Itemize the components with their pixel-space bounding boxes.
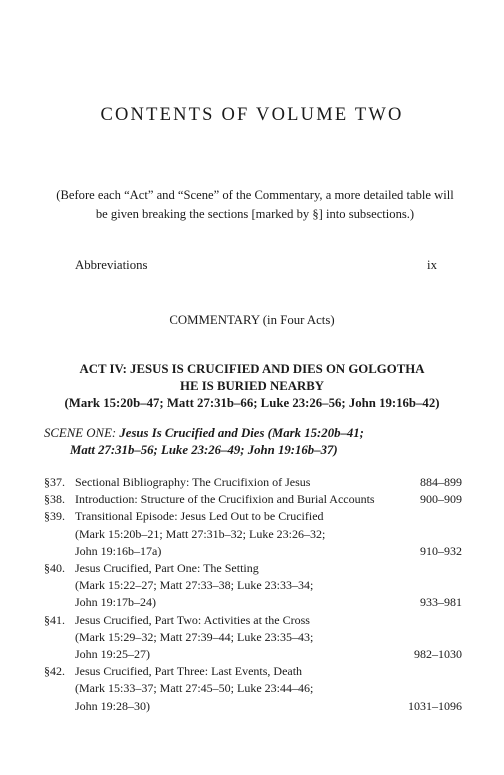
section-body: [75, 491, 462, 508]
abbreviations-label: Abbreviations: [75, 258, 148, 272]
act-heading-references: (Mark 15:20b–47; Matt 27:31b–66; Luke 23:26–56; John 19:16b–42): [64, 396, 440, 410]
section-pages: 900–909: [420, 492, 462, 507]
act-heading: [0, 361, 504, 412]
section-entry: [44, 663, 462, 715]
section-line: [75, 526, 462, 543]
section-references: (Mark 15:20b–21; Matt 27:31b–32; Luke 23:26–32;: [75, 526, 326, 541]
section-pages: 1031–1096: [408, 698, 462, 713]
page-title: CONTENTS OF VOLUME TWO: [100, 105, 404, 125]
section-number: §42.: [44, 664, 65, 679]
section-entry: [44, 491, 462, 508]
section-number: §39.: [44, 509, 65, 524]
scene-heading: [44, 425, 464, 459]
abbreviations-page: ix: [427, 258, 437, 272]
section-body: [75, 474, 462, 491]
section-line: [75, 698, 462, 715]
section-pages: 910–932: [420, 543, 462, 558]
section-references: John 19:16b–17a): [75, 543, 162, 558]
scene-title: Jesus Is Crucified and Dies (Mark 15:20b–41;: [119, 426, 364, 440]
section-title: Sectional Bibliography: The Crucifixion of Jesus: [75, 475, 311, 489]
section-line: [75, 560, 462, 577]
act-heading-line: HE IS BURIED NEARBY: [180, 379, 324, 393]
section-number: §40.: [44, 561, 65, 576]
section-list: [44, 474, 462, 715]
section-pages: 884–899: [420, 475, 462, 489]
act-heading-line: ACT IV: JESUS IS CRUCIFIED AND DIES ON GOLGOTHA: [79, 362, 425, 376]
section-references: (Mark 15:22–27; Matt 27:33–38; Luke 23:33–34;: [75, 578, 314, 593]
section-body: [75, 612, 462, 664]
section-line: [75, 629, 462, 646]
section-references: John 19:25–27): [75, 647, 150, 662]
intro-note-line: be given breaking the sections [marked by §] into subsections.): [95, 207, 415, 221]
section-line: [75, 612, 462, 629]
section-references: John 19:17b–24): [75, 595, 156, 610]
section-line: [75, 594, 462, 611]
section-entry: [44, 508, 462, 560]
section-entry: [44, 474, 462, 491]
section-line: [75, 663, 462, 680]
scene-heading-references: Matt 27:31b–56; Luke 23:26–49; John 19:16b–37): [70, 443, 338, 457]
section-pages: 982–1030: [414, 647, 462, 662]
section-line: [75, 474, 462, 491]
section-references: (Mark 15:33–37; Matt 27:45–50; Luke 23:44–46;: [75, 681, 314, 696]
section-line: [75, 646, 462, 663]
section-pages: 933–981: [420, 595, 462, 610]
section-body: [75, 508, 462, 560]
section-title: Introduction: Structure of the Crucifixion and Burial Accounts: [75, 492, 375, 507]
intro-note-line: (Before each “Act” and “Scene” of the Commentary, a more detailed table will: [56, 188, 454, 202]
abbreviations-entry: [75, 258, 437, 273]
section-line: [75, 577, 462, 594]
section-references: (Mark 15:29–32; Matt 27:39–44; Luke 23:35–43;: [75, 629, 314, 644]
scene-label: SCENE ONE:: [44, 426, 117, 440]
scene-heading-line: [44, 425, 464, 442]
section-line: [75, 680, 462, 697]
intro-note: [40, 186, 470, 224]
section-line: [75, 543, 462, 560]
section-number: §38.: [44, 492, 65, 507]
section-entry: [44, 560, 462, 612]
section-line: [75, 491, 462, 508]
section-number: §37.: [44, 475, 65, 489]
section-title: Jesus Crucified, Part One: The Setting: [75, 561, 259, 576]
section-references: John 19:28–30): [75, 698, 150, 713]
section-title: Transitional Episode: Jesus Led Out to be Crucified: [75, 509, 324, 524]
section-entry: [44, 612, 462, 664]
section-body: [75, 663, 462, 715]
section-number: §41.: [44, 612, 65, 627]
commentary-heading: COMMENTARY (in Four Acts): [169, 313, 335, 327]
section-title: Jesus Crucified, Part Two: Activities at the Cross: [75, 612, 310, 627]
section-body: [75, 560, 462, 612]
section-line: [75, 508, 462, 525]
section-title: Jesus Crucified, Part Three: Last Events, Death: [75, 664, 303, 679]
